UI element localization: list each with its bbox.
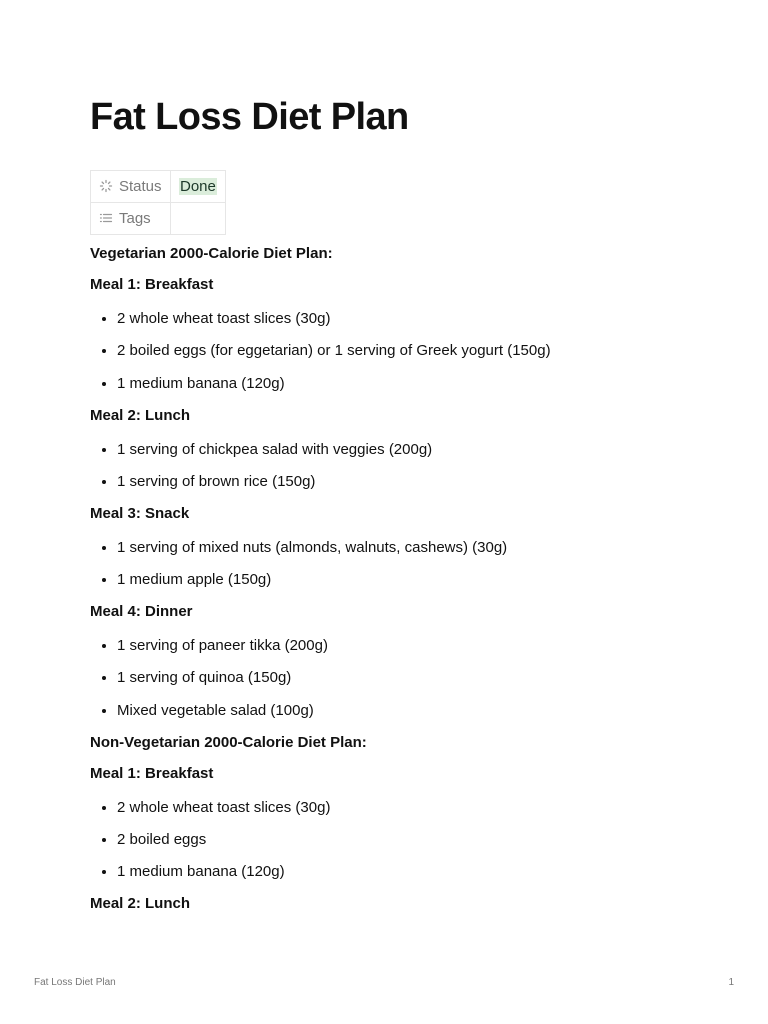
bullet-list xyxy=(90,309,710,394)
section-heading: Meal 4: Dinner xyxy=(90,603,193,621)
list-item: • 2 whole wheat toast slices (30g) xyxy=(117,309,710,329)
footer-title: Fat Loss Diet Plan xyxy=(34,977,116,988)
page-title: Fat Loss Diet Plan xyxy=(90,96,409,138)
property-row-status xyxy=(91,171,226,203)
section-heading: Non-Vegetarian 2000-Calorie Diet Plan: xyxy=(90,733,367,751)
list-item: • 1 serving of paneer tikka (200g) xyxy=(117,636,710,656)
bullet-list xyxy=(90,636,710,721)
list-item: • 1 serving of mixed nuts (almonds, walnuts, cashews) (30g) xyxy=(117,538,710,558)
section-heading: Meal 2: Lunch xyxy=(90,406,191,424)
property-key-status xyxy=(91,171,171,203)
property-label-status: Status xyxy=(119,178,162,195)
property-value-tags[interactable] xyxy=(171,203,226,235)
section-heading: Vegetarian 2000-Calorie Diet Plan: xyxy=(90,245,333,262)
bullet-list xyxy=(90,440,710,492)
properties-table xyxy=(90,170,226,235)
list-item: • 1 medium banana (120g) xyxy=(117,374,710,394)
footer-page-number: 1 xyxy=(728,977,734,988)
list-item: • 1 serving of brown rice (150g) xyxy=(117,472,710,492)
list-item: • 2 boiled eggs (for eggetarian) or 1 serving of Greek yogurt (150g) xyxy=(117,341,710,361)
list-item: • 1 serving of quinoa (150g) xyxy=(117,668,710,688)
list-item: • 2 boiled eggs xyxy=(117,830,710,850)
section-heading: Meal 1: Breakfast xyxy=(90,764,214,782)
list-item: • 1 serving of chickpea salad with veggies (200g) xyxy=(117,440,710,460)
property-key-tags xyxy=(91,203,171,235)
property-row-tags xyxy=(91,203,226,235)
list-item: • 1 medium banana (120g) xyxy=(117,862,710,882)
status-spinner-icon xyxy=(99,179,113,193)
bullet-list xyxy=(90,538,710,590)
section-heading: Meal 1: Breakfast xyxy=(90,276,214,293)
list-item: • Mixed vegetable salad (100g) xyxy=(117,701,710,721)
list-icon xyxy=(99,211,113,225)
property-value-status[interactable] xyxy=(171,171,226,203)
status-badge: Done xyxy=(180,178,216,195)
list-item: • 1 medium apple (150g) xyxy=(117,570,710,590)
list-item: • 2 whole wheat toast slices (30g) xyxy=(117,798,710,818)
section-heading: Meal 2: Lunch xyxy=(90,895,191,913)
bullet-list xyxy=(90,798,710,883)
property-label-tags: Tags xyxy=(119,210,151,227)
document-body xyxy=(90,244,710,914)
section-heading: Meal 3: Snack xyxy=(90,504,190,522)
